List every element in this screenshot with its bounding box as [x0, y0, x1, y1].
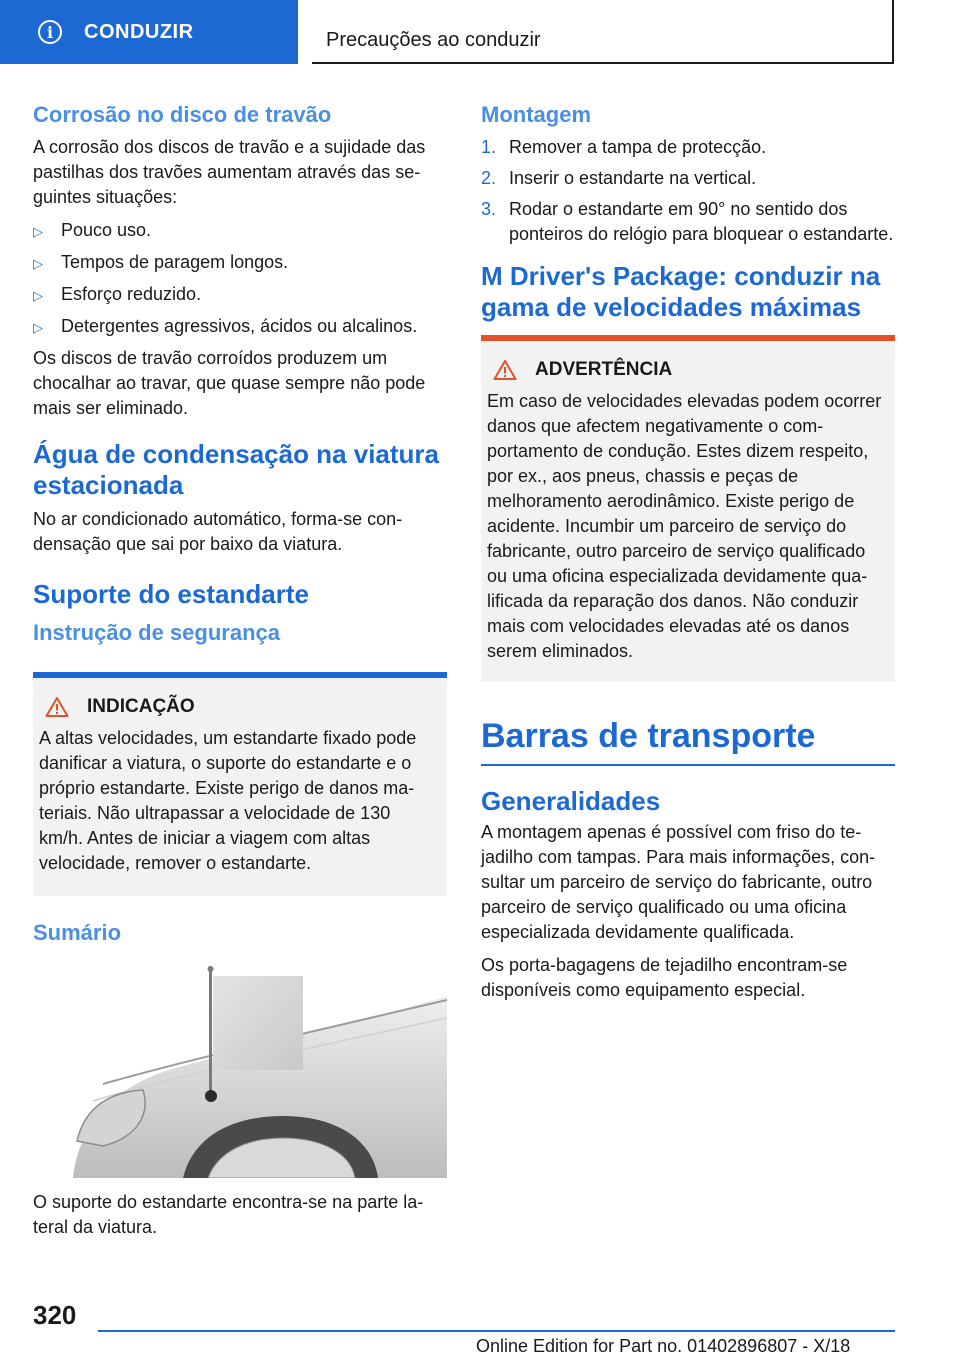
roof-bars-heading: Barras de transporte: [481, 717, 816, 755]
triangle-bullet-icon: ▷: [33, 256, 43, 271]
general-heading: Generalidades: [481, 786, 661, 816]
triangle-bullet-icon: ▷: [33, 224, 43, 239]
heading-divider: [481, 764, 895, 766]
section-label: CONDUZIR: [84, 20, 194, 43]
notice-body: A altas velocidades, um estandarte fixado pode danificar a viatura, o suporte do estandarte e o próprio estandarte. Existe perigo de danos materiais. Não ultrapassar a velocidade de 130 km/h. Antes de iniciar a viagem com altas velocidade, remover o estandarte.: [39, 728, 417, 873]
list-item: ▷ Detergentes agressivos, ácidos ou alcalinos.: [33, 314, 447, 340]
m-package-heading: M Driver's Package: conduzir na gama de velocidades máximas: [481, 261, 881, 322]
condensation-body: No ar condicionado automático, forma-se condensação que sai por baixo da viatura.: [33, 509, 403, 554]
warning-label: ADVERTÊNCIA: [535, 359, 673, 380]
page-number: 320: [33, 1300, 77, 1330]
overview-subheading: Sumário: [33, 920, 122, 945]
chapter-title: Precauções ao conduzir: [312, 0, 894, 64]
left-column: [33, 100, 447, 1248]
flag-holder-heading: Suporte do estandarte: [33, 579, 309, 609]
list-item: ▷ Tempos de paragem longos.: [33, 250, 447, 276]
footer-edition: Online Edition for Part no. 01402896807 - X/18: [476, 1336, 851, 1356]
corrosion-list: [33, 218, 447, 340]
mounting-heading: Montagem: [481, 102, 591, 127]
step-item: 1. Remover a tampa de protecção.: [481, 137, 767, 157]
car-fender-illustration: [33, 966, 447, 1178]
footer-divider: [98, 1330, 895, 1332]
notice-box: [33, 672, 447, 896]
warning-body: Em caso de velocidades elevadas podem ocorrer danos que afectem negativamente o comportamento de condução. Estes dizem respeito, por ex., aos pneus, chassis e peças de melhoramento aerodinâmico. Existe perigo de acidente. Incumbir um parceiro de serviço do fabricante, outro parceiro de serviço qualificado ou uma oficina especializada devidamente qualificada da reparação dos danos. Não conduzir mais com velocidades elevadas até os danos serem eliminados.: [487, 391, 882, 661]
step-item: 3. Rodar o estandarte em 90° no sentido dos ponteiros do relógio para bloquear o estandarte.: [481, 199, 894, 244]
info-icon: i: [38, 20, 62, 44]
roof-bars-paragraph-1: A montagem apenas é possível com friso do tejadilho com tampas. Para mais informações, consultar um parceiro de serviço do fabricante, outro parceiro de serviço qualificado ou uma oficina especializada devidamente qualificada.: [481, 822, 876, 942]
warning-triangle-icon: [45, 696, 69, 718]
corrosion-intro: A corrosão dos discos de travão e a sujidade das pastilhas dos travões aumentam através das seguintes situações:: [33, 137, 426, 207]
corrosion-result: Os discos de travão corroídos produzem um chocalhar ao travar, que quase sempre não pode mais ser eliminado.: [33, 348, 426, 418]
warning-box: [481, 335, 895, 682]
triangle-bullet-icon: ▷: [33, 320, 43, 335]
notice-label: INDICAÇÃO: [87, 696, 195, 717]
step-item: 2. Inserir o estandarte na vertical.: [481, 168, 757, 188]
safety-subheading: Instrução de segurança: [33, 620, 280, 645]
warning-triangle-icon: [493, 359, 517, 381]
figure-caption: O suporte do estandarte encontra-se na parte lateral da viatura.: [33, 1192, 424, 1237]
right-column: [481, 100, 895, 1011]
section-tab: [0, 0, 298, 64]
roof-bars-paragraph-2: Os porta-bagagens de tejadilho encontram-se disponíveis como equipamento especial.: [481, 955, 848, 1000]
list-item: ▷ Pouco uso.: [33, 218, 447, 244]
mounting-steps: [481, 135, 895, 247]
corrosion-heading: Corrosão no disco de travão: [33, 102, 332, 127]
list-item: ▷ Esforço reduzido.: [33, 282, 447, 308]
condensation-heading: Água de condensação na viatura estacionada: [33, 439, 440, 500]
triangle-bullet-icon: ▷: [33, 288, 43, 303]
flag-holder-illustration: [33, 966, 447, 1178]
